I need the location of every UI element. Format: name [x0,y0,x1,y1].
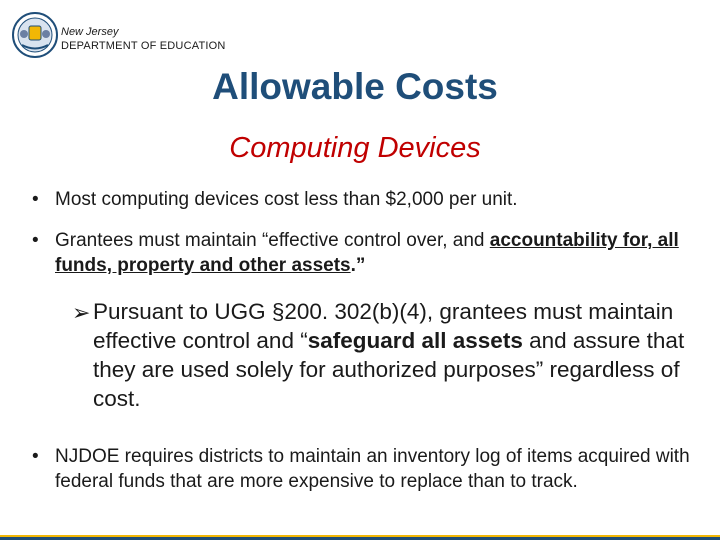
bullet-text-end: .” [350,255,366,276]
footer-bar [0,535,720,540]
arrow-bullet-icon: ➢ [72,300,91,325]
state-name: New Jersey [61,26,119,38]
bullet-text [55,228,695,278]
sub-bullet-text-bold: safeguard all assets [307,328,523,353]
sub-bullet-text-start: Pursuant to UGG §200. 302(b)(4), grantees must maintain effective control and “ [93,299,674,353]
department-name: DEPARTMENT OF EDUCATION [61,40,226,52]
footer-accent-line [0,535,720,537]
organization-name [61,25,226,53]
bullet-dot-icon: • [32,189,39,210]
slide-subtitle: Computing Devices [229,132,481,164]
bullet-dot-icon: • [32,446,39,467]
sub-bullet-text [93,297,693,413]
state-seal-icon [12,12,58,58]
slide-title: Allowable Costs [212,66,498,107]
bullet-text: Most computing devices cost less than $2,000 per unit. [55,189,518,210]
bullet-dot-icon: • [32,230,39,251]
bullet-text-start: Grantees must maintain “effective control over, and [55,230,490,251]
bullet-text-underlined: accountability for, all funds, property and other assets [55,230,679,276]
sub-bullet-text-end: and assure that they are used solely for authorized purposes” regardless of cost. [93,328,685,411]
bullet-text: NJDOE requires districts to maintain an inventory log of items acquired with federal funds that are more expensive to replace than to track. [55,446,690,492]
